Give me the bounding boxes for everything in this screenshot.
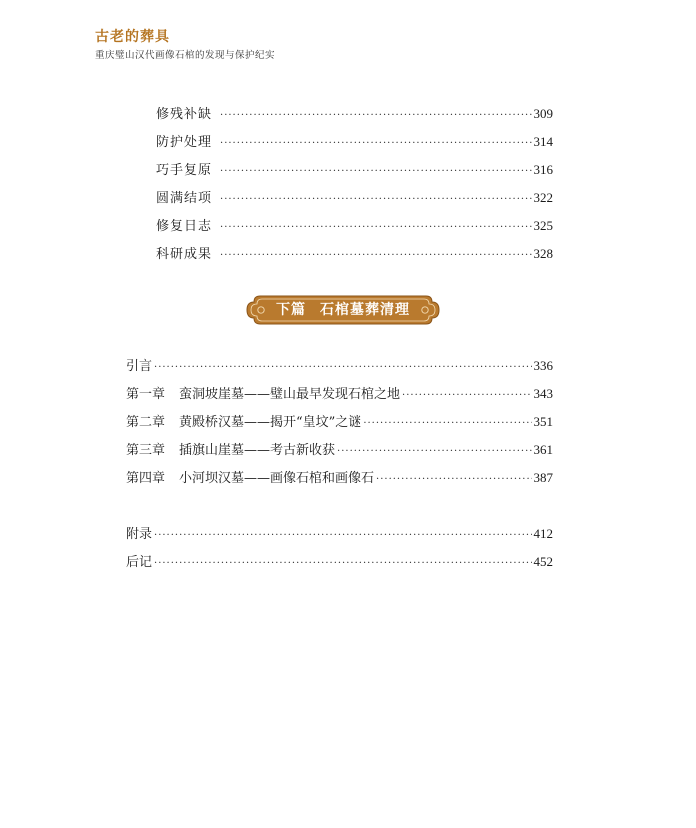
chapter-number: 第一章 <box>126 387 166 402</box>
toc-page-number: 412 <box>533 526 553 541</box>
book-subtitle: 重庆璧山汉代画像石棺的发现与保护纪实 <box>95 50 276 61</box>
toc-entry-label: 巧手复原 <box>156 163 213 178</box>
toc-entry[interactable] <box>126 467 553 489</box>
toc-entry[interactable] <box>126 523 553 545</box>
leader-dots <box>402 385 531 407</box>
leader-dots <box>220 245 531 267</box>
leader-dots <box>220 105 531 127</box>
toc-entry-label: 防护处理 <box>156 135 213 150</box>
book-title: 古老的葬具 <box>95 29 170 45</box>
part-label: 下篇 <box>276 302 306 318</box>
toc-page-number: 351 <box>533 414 553 429</box>
toc-page-number: 343 <box>533 386 553 401</box>
leader-dots <box>154 553 531 575</box>
toc-entry[interactable] <box>126 439 553 461</box>
toc-page-number: 314 <box>533 134 553 149</box>
toc-entry[interactable] <box>126 355 553 377</box>
chapter-number: 第三章 <box>126 443 166 458</box>
toc-page-number: 328 <box>533 246 553 261</box>
toc-page-number: 387 <box>533 470 553 485</box>
toc-entry[interactable] <box>156 243 553 265</box>
leader-dots <box>363 413 531 435</box>
toc-entry-label: 后记 <box>126 555 153 570</box>
chapter-number: 第四章 <box>126 471 166 486</box>
leader-dots <box>220 217 531 239</box>
toc-entry-label: 修复日志 <box>156 219 213 234</box>
running-header <box>95 28 275 62</box>
toc-entry[interactable] <box>156 159 553 181</box>
toc-entry-label: 蛮洞坡崖墓——璧山最早发现石棺之地 <box>179 387 401 402</box>
toc-entry[interactable] <box>156 187 553 209</box>
part-title: 石棺墓葬清理 <box>320 302 410 318</box>
toc-entry-label: 附录 <box>126 527 153 542</box>
toc-entry-label: 黄殿桥汉墓——揭开“皇坟”之谜 <box>179 415 362 430</box>
leader-dots <box>154 525 531 547</box>
leader-dots <box>337 441 531 463</box>
toc-entry[interactable] <box>156 215 553 237</box>
leader-dots <box>220 189 531 211</box>
toc-page-number: 316 <box>533 162 553 177</box>
part-banner-heading <box>246 295 440 325</box>
toc-entry[interactable] <box>156 103 553 125</box>
toc-entry-label: 引言 <box>126 359 153 374</box>
leader-dots <box>220 133 531 155</box>
toc-page-number: 361 <box>533 442 553 457</box>
toc-entry-label: 插旗山崖墓——考古新收获 <box>179 443 336 458</box>
toc-page-number: 452 <box>533 554 553 569</box>
toc-entry[interactable] <box>126 411 553 433</box>
toc-page-number: 309 <box>533 106 553 121</box>
leader-dots <box>154 357 531 379</box>
toc-entry-label: 小河坝汉墓——画像石棺和画像石 <box>179 471 375 486</box>
leader-dots <box>220 161 531 183</box>
toc-entry-label: 圆满结项 <box>156 191 213 206</box>
toc-page-number: 322 <box>533 190 553 205</box>
toc-entry[interactable] <box>126 383 553 405</box>
part-banner <box>246 295 440 325</box>
leader-dots <box>376 469 531 491</box>
toc-page-number: 336 <box>533 358 553 373</box>
toc-page-number: 325 <box>533 218 553 233</box>
toc-entry[interactable] <box>126 551 553 573</box>
toc-entry-label: 修残补缺 <box>156 107 213 122</box>
toc-entry-label: 科研成果 <box>156 247 213 262</box>
toc-entry[interactable] <box>156 131 553 153</box>
chapter-number: 第二章 <box>126 415 166 430</box>
